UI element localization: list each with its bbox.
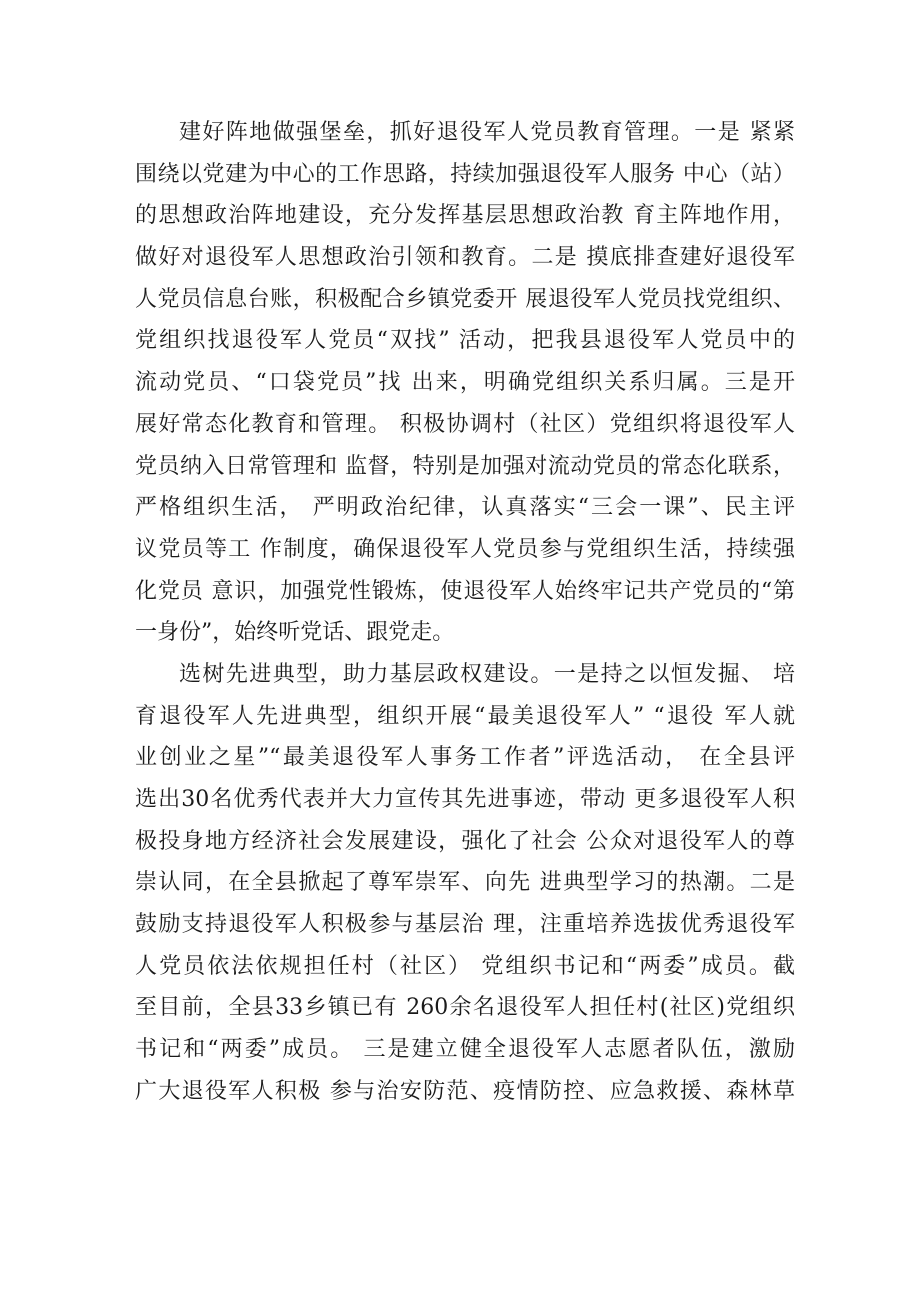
paragraph-line: 一身份”，始终听党话、跟党走。: [135, 620, 455, 646]
paragraph-line: 建好阵地做强堡垒，抓好退役军人党员教育管理。一是 紧紧: [179, 120, 795, 145]
paragraph-line: 选出30名优秀代表并大力宣传其先进事迹，带动 更多退役军人积: [135, 787, 795, 812]
document-body: [135, 112, 795, 1113]
paragraph-line: 议党员等工 作制度，确保退役军人党员参与党组织生活，持续强: [135, 536, 795, 562]
paragraph-line: 化党员 意识，加强党性锻炼，使退役军人始终牢记共产党员的“第: [135, 578, 795, 604]
paragraph-line: 展好常态化教育和管理。 积极协调村（社区）党组织将退役军人: [135, 411, 795, 437]
paragraph-line: 人党员依法依规担任村（社区） 党组织书记和“两委”成员。截: [135, 953, 795, 979]
paragraph-line: 的思想政治阵地建设，充分发挥基层思想政治教 育主阵地作用，: [135, 203, 795, 229]
paragraph-line: 党员纳入日常管理和 监督，特别是加强对流动党员的常态化联系，: [135, 453, 795, 479]
paragraph-line: 人党员信息台账，积极配合乡镇党委开 展退役军人党员找党组织、: [135, 286, 795, 312]
paragraph-line: 极投身地方经济社会发展建设，强化了社会 公众对退役军人的尊: [135, 828, 795, 854]
paragraph-line: 严格组织生活， 严明政治纪律，认真落实“三会一课”、民主评: [135, 495, 795, 521]
paragraph-line: 围绕以党建为中心的工作思路，持续加强退役军人服务 中心（站）: [135, 161, 795, 187]
paragraph-2: [135, 654, 795, 1113]
paragraph-line: 育退役军人先进典型，组织开展“最美退役军人” “退役 军人就: [135, 703, 795, 729]
paragraph-line: 业创业之星”“最美退役军人事务工作者”评选活动， 在全县评: [135, 745, 795, 771]
paragraph-1: [135, 112, 795, 654]
paragraph-line: 党组织找退役军人党员“双找” 活动，把我县退役军人党员中的: [135, 328, 795, 354]
paragraph-line: 鼓励支持退役军人积极参与基层治 理，注重培养选拔优秀退役军: [135, 912, 795, 938]
paragraph-line: 书记和“两委”成员。 三是建立健全退役军人志愿者队伍，激励: [135, 1037, 795, 1063]
paragraph-line: 选树先进典型，助力基层政权建设。一是持之以恒发掘、 培: [179, 661, 795, 687]
paragraph-line: 流动党员、“口袋党员”找 出来，明确党组织关系归属。三是开: [135, 370, 795, 396]
paragraph-line: 做好对退役军人思想政治引领和教育。二是 摸底排查建好退役军: [135, 245, 795, 271]
paragraph-line: 崇认同，在全县掀起了尊军崇军、向先 进典型学习的热潮。二是: [135, 870, 795, 896]
paragraph-line: 广大退役军人积极 参与治安防范、疫情防控、应急救援、森林草: [135, 1078, 795, 1104]
paragraph-line: 至目前，全县33乡镇已有 260余名退役军人担任村(社区)党组织: [135, 995, 795, 1021]
